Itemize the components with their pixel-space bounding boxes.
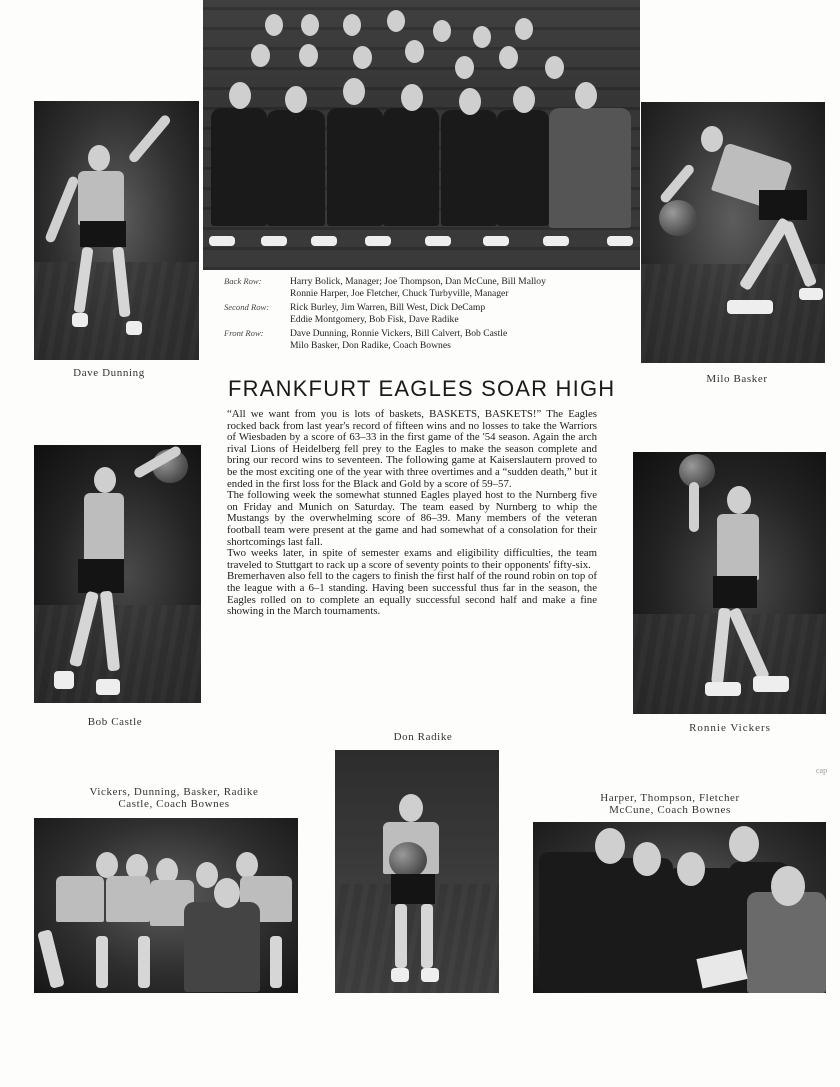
photo-don-radike [335,750,499,993]
roster-line: Dave Dunning, Ronnie Vickers, Bill Calvert, Bob Castle [290,328,508,339]
roster-line: Milo Basker, Don Radike, Coach Bownes [290,339,451,351]
roster-line: Harry Bolick, Manager; Joe Thompson, Dan McCune, Bill Malloy [290,276,546,287]
caption-group-left [76,786,272,810]
roster-back-row [224,276,624,299]
article-paragraph: The following week the somewhat stunned Eagles played host to the Nurnberg five on Friday and Munich on Saturday. The team eased by Nurnberg to whip the Mustangs by the overwhelming score of 86–39. Many members of the veteran football team were present at the game and had somewhat of a consolation for their shortcomings last fall. [227,489,597,548]
roster-label: Second Row: [224,302,270,312]
caption-group-right-line-1: Harper, Thompson, Fletcher [600,792,740,804]
roster-label: Front Row: [224,328,264,338]
photo-group-left [34,818,298,993]
caption-milo-basker: Milo Basker [706,373,768,385]
caption-group-left-line-1: Vickers, Dunning, Basker, Radike [89,786,259,798]
caption-group-right-line-2: McCune, Coach Bownes [609,804,731,816]
roster-line: Rick Burley, Jim Warren, Bill West, Dick DeCamp [290,302,486,313]
roster-second-row [224,302,624,325]
caption-bob-castle: Bob Castle [87,716,143,728]
roster-line: Eddie Montgomery, Bob Fisk, Dave Radike [290,313,459,325]
article-paragraph: Two weeks later, in spite of semester exams and eligibility difficulties, the team traveled to Stuttgart to rack up a score of seventy points to their opponents' fifty-six. [227,547,597,571]
team-roster [224,276,624,354]
roster-label: Back Row: [224,276,262,286]
margin-mark: cap [816,766,828,775]
caption-dave-dunning: Dave Dunning [73,367,145,379]
caption-group-left-line-2: Castle, Coach Bownes [118,798,230,810]
caption-group-right [572,792,768,816]
photo-milo-basker [641,102,825,363]
photo-ronnie-vickers [633,452,826,714]
article-body [227,409,597,618]
caption-don-radike: Don Radike [393,731,453,743]
article-title: FRANKFURT EAGLES SOAR HIGH [228,376,616,401]
photo-bob-castle [34,445,201,703]
roster-line: Ronnie Harper, Joe Fletcher, Chuck Turbyville, Manager [290,287,509,299]
caption-ronnie-vickers: Ronnie Vickers [689,722,771,734]
roster-front-row [224,328,624,351]
article-paragraph: “All we want from you is lots of baskets, BASKETS, BASKETS!” The Eagles rocked back from last year's record of fifteen wins and no losses to take the Warriors of Wiesbaden by a score of 63–33 in the first game of the '54 season. Again the arch rival Lions of Heidelberg fell prey to the Eagles to make the season complete and bring our record wins to seventeen. The following game at Kaiserslautern proved to be the most exciting one of the year with three overtimes and a “sudden death,” but it ended in the first loss for the Black and Gold by a score of 59–57. [227,408,597,490]
article-paragraph: Bremerhaven also fell to the cagers to finish the first half of the round robin on top of the league with a 6–1 standing. Having been successful thus far in the season, the Eagles rolled on to complete an equally successful second half and make a fine showing in the March tournaments. [227,570,597,618]
photo-group-right [533,822,826,993]
team-photo [203,0,640,270]
photo-dave-dunning [34,101,199,360]
